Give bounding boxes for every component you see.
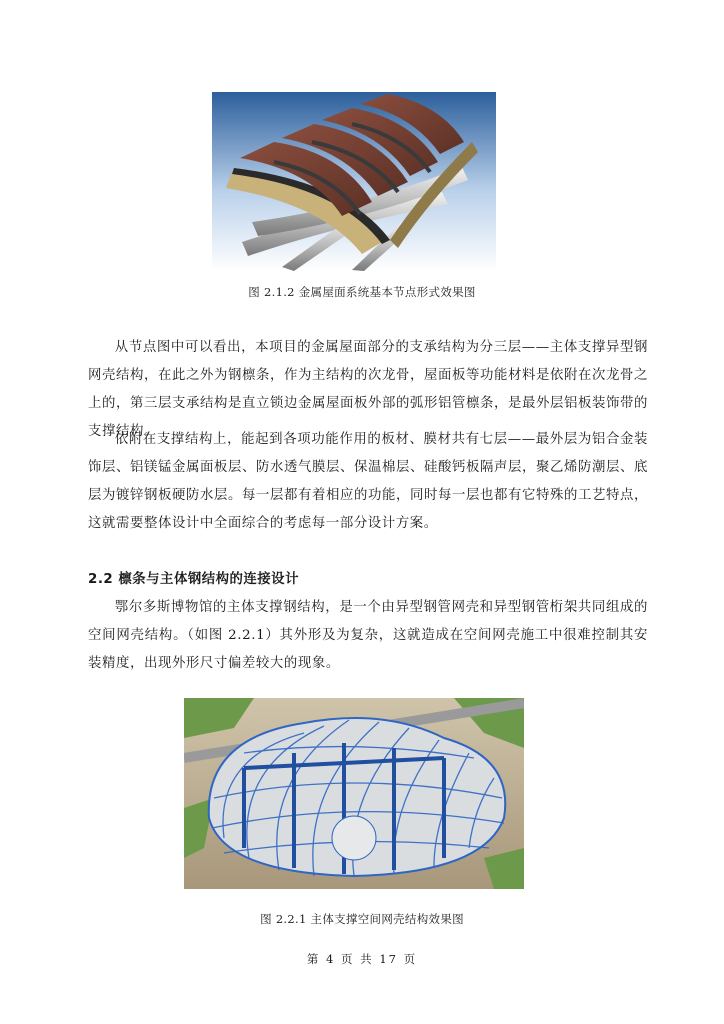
figure-caption-2: 图 2.2.1 主体支撑空间网壳结构效果图: [260, 912, 464, 926]
paragraph-1: 从节点图中可以看出，本项目的金属屋面部分的支承结构为分三层——主体支撑异型钢网壳结构，在此之外为钢檩条，作为主结构的次龙骨，屋面板等功能材料是依附在次龙骨之上的，第三层支承结构是直立锁边金属屋面板外部的弧形铝管檩条，是最外层铝板装饰带的支撑结构。: [88, 340, 648, 439]
page-footer: 第 4 页 共 17 页: [306, 952, 418, 966]
section-paragraph: 鄂尔多斯博物馆的主体支撑钢结构，是一个由异型钢管网壳和异型钢管桁架共同组成的空间网壳结构。（如图 2.2.1）其外形及为复杂，这就造成在空间网壳施工中很难控制其安装精度，出现外形尺寸偏差较大的现象。: [88, 600, 648, 671]
paragraph-2: 依附在支撑结构上，能起到各项功能作用的板材、膜材共有七层——最外层为铝合金装饰层、铝镁锰金属面板层、防水透气膜层、保温棉层、硅酸钙板隔声层，聚乙烯防潮层、底层为镀锌钢板硬防水层。每一层都有着相应的功能，同时每一层也都有它特殊的工艺特点，这就需要整体设计中全面综合的考虑每一部分设计方案。: [88, 432, 648, 531]
roof-node-figure: [212, 92, 496, 271]
roof-node-illustration: [212, 92, 496, 271]
section-heading: 2.2 檩条与主体钢结构的连接设计: [88, 572, 299, 587]
figure-caption-1: 图 2.1.2 金属屋面系统基本节点形式效果图: [248, 285, 476, 299]
space-frame-figure: [184, 698, 524, 889]
space-frame-illustration: [184, 698, 524, 889]
